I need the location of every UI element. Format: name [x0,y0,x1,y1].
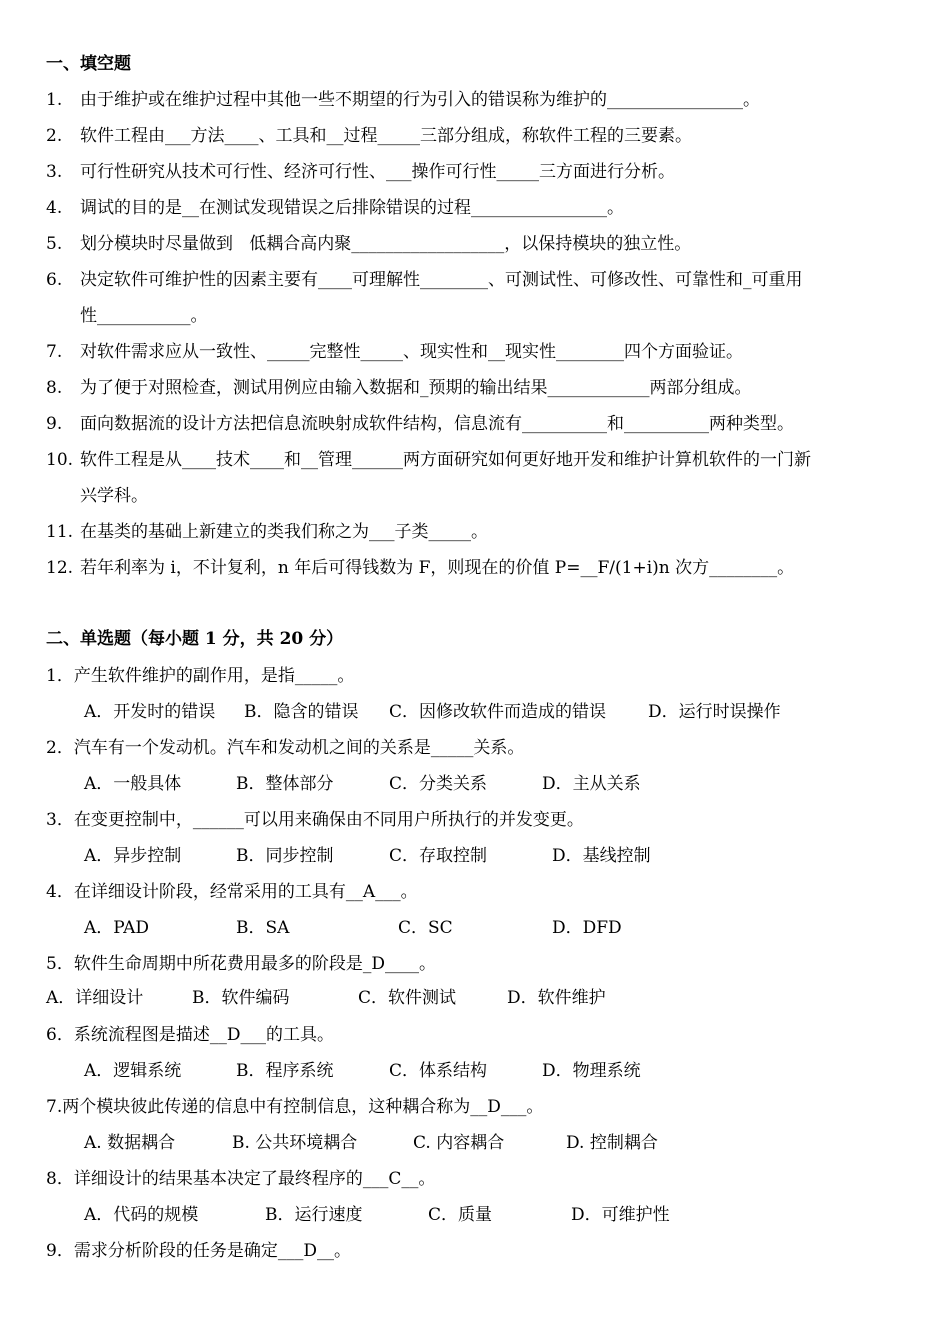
item-number: 1. [46,90,63,110]
option-b: B．软件编码 [192,988,290,1008]
option-c: C．软件测试 [358,988,457,1008]
fill-item-10 [46,449,811,471]
item-text: 可行性研究从技术可行性、经济可行性、___操作可行性_____三方面进行分析。 [80,162,675,182]
section1-title: 一、填空题 [46,54,131,74]
item-text: 调试的目的是__在测试发现错误之后排除错误的过程________________。 [80,198,624,218]
fill-item-8 [46,377,752,399]
item-number: 9. [46,414,63,434]
option-a: A. 数据耦合 [84,1133,176,1153]
choice-question-2: 2．汽车有一个发动机。汽车和发动机之间的关系是_____关系。 [46,738,525,758]
choice-question-8: 8．详细设计的结果基本决定了最终程序的___C__。 [46,1169,436,1189]
option-a: A．PAD [84,918,150,938]
item-number: 10. [46,450,74,470]
section2-title: 二、单选题（每小题 1 分，共 20 分） [46,629,344,649]
option-c: C．因修改软件而造成的错误 [389,702,607,722]
option-d: D．可维护性 [571,1205,670,1225]
choice-question-4: 4．在详细设计阶段，经常采用的工具有__A___。 [46,882,418,902]
option-d: D．主从关系 [542,774,641,794]
item-number: 12. [46,558,74,578]
fill-item-6 [46,269,803,291]
option-c: C．SC [398,918,453,938]
option-a: A．一般具体 [84,774,182,794]
choice-question-6: 6．系统流程图是描述__D___的工具。 [46,1025,334,1045]
option-d: D．运行时误操作 [648,702,781,722]
option-c: C．体系结构 [389,1061,488,1081]
item-text: 划分模块时尽量做到 低耦合高内聚__________________，以保持模块的独立性。 [80,234,692,254]
option-d: D．物理系统 [542,1061,641,1081]
fill-item-2 [46,125,692,147]
fill-item-5 [46,233,692,255]
fill-item-3 [46,161,675,183]
choice-question-1: 1．产生软件维护的副作用，是指_____。 [46,666,355,686]
option-b: B．整体部分 [236,774,334,794]
choice-question-3: 3．在变更控制中，______可以用来确保由不同用户所执行的并发变更。 [46,810,584,830]
option-d: D．DFD [552,918,622,938]
choice-question-9: 9．需求分析阶段的任务是确定___D__。 [46,1241,351,1261]
option-d: D．软件维护 [507,988,606,1008]
item-text: 由于维护或在维护过程中其他一些不期望的行为引入的错误称为维护的________________。 [80,90,760,110]
fill-item-11 [46,521,488,543]
option-c: C. 内容耦合 [413,1133,505,1153]
option-a: A．逻辑系统 [84,1061,182,1081]
fill-item-6-continuation: 性___________。 [80,306,208,326]
fill-item-7 [46,341,743,363]
option-b: B．同步控制 [236,846,334,866]
item-text: 对软件需求应从一致性、_____完整性_____、现实性和__现实性________四个方面验证。 [80,342,743,362]
item-text: 为了便于对照检查，测试用例应由输入数据和_预期的输出结果____________两部分组成。 [80,378,752,398]
option-b: B．隐含的错误 [244,702,359,722]
item-text: 若年利率为 i，不计复利，n 年后可得钱数为 F，则现在的价值 P=__F/(1+i)n 次方________。 [80,558,795,578]
option-c: C．质量 [428,1205,493,1225]
choice-question-7: 7.两个模块彼此传递的信息中有控制信息，这种耦合称为__D___。 [46,1097,544,1117]
item-number: 5. [46,234,63,254]
option-b: B．运行速度 [265,1205,363,1225]
option-d: D. 控制耦合 [566,1133,658,1153]
choice-question-5: 5．软件生命周期中所花费用最多的阶段是_D____。 [46,954,436,974]
item-number: 2. [46,126,63,146]
item-number: 3. [46,162,63,182]
option-b: B．程序系统 [236,1061,334,1081]
fill-item-9 [46,413,794,435]
fill-item-1 [46,89,760,111]
fill-item-12 [46,557,795,579]
item-number: 7. [46,342,63,362]
option-b: B．SA [236,918,290,938]
option-a: A．开发时的错误 [84,702,216,722]
item-number: 11. [46,522,74,542]
item-number: 4. [46,198,63,218]
fill-item-4 [46,197,624,219]
item-text: 决定软件可维护性的因素主要有____可理解性________、可测试性、可修改性、可靠性和_可重用 [80,270,803,290]
fill-item-10-continuation: 兴学科。 [80,486,148,506]
option-a: A．详细设计 [46,988,144,1008]
option-a: A．异步控制 [84,846,182,866]
item-number: 6. [46,270,63,290]
option-a: A．代码的规模 [84,1205,199,1225]
option-d: D．基线控制 [552,846,651,866]
item-text: 软件工程是从____技术____和__管理______两方面研究如何更好地开发和维护计算机软件的一门新 [80,450,811,470]
option-b: B. 公共环境耦合 [232,1133,358,1153]
option-c: C．存取控制 [389,846,488,866]
item-text: 软件工程由___方法____、工具和__过程_____三部分组成，称软件工程的三要素。 [80,126,692,146]
item-text: 在基类的基础上新建立的类我们称之为___子类_____。 [80,522,488,542]
item-number: 8. [46,378,63,398]
option-c: C．分类关系 [389,774,488,794]
item-text: 面向数据流的设计方法把信息流映射成软件结构，信息流有__________和__________两种类型。 [80,414,794,434]
